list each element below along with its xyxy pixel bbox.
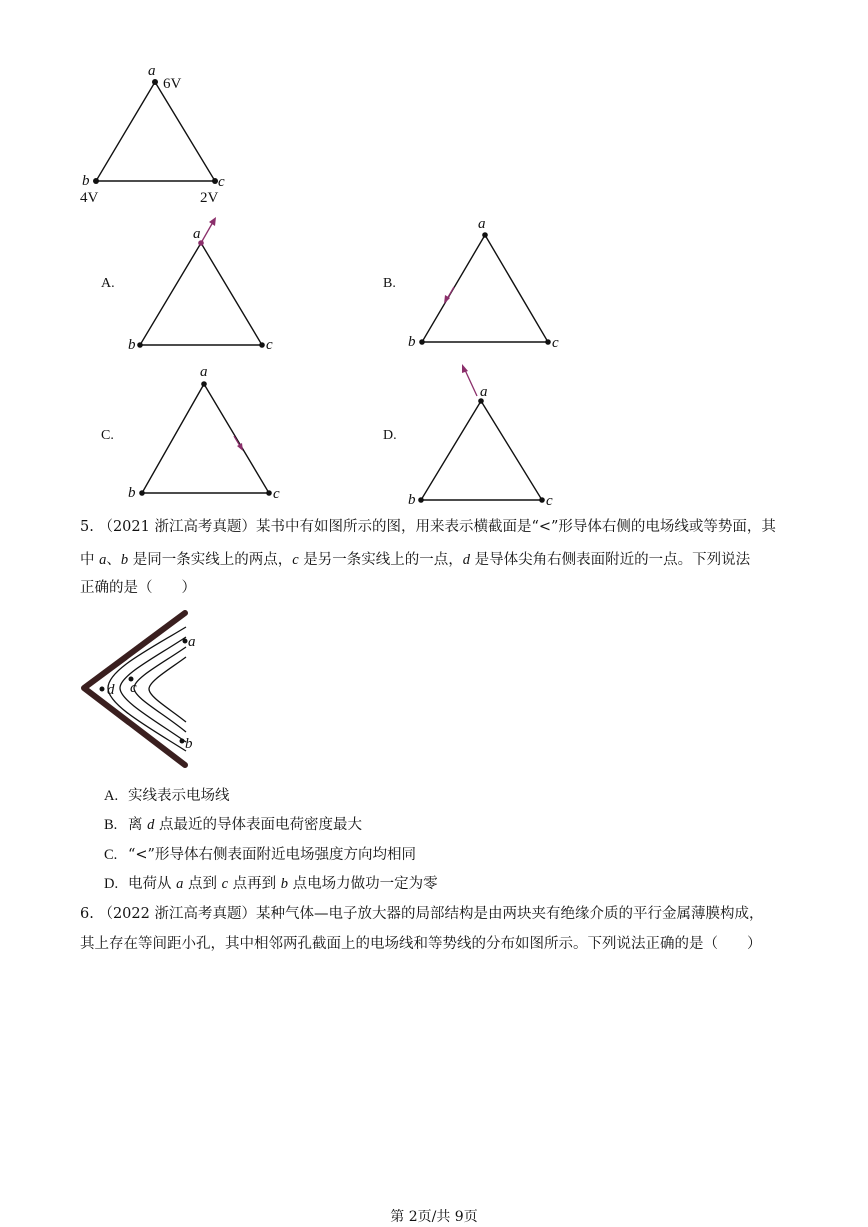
choice-var: b <box>280 876 288 892</box>
option-a-point-c: c <box>266 337 273 353</box>
q5-text: 中 <box>80 552 100 568</box>
q5-text: 是另一条实线上的一点， <box>298 552 463 568</box>
choice-text: 点到 <box>183 876 222 892</box>
conductor-field-figure <box>78 605 218 775</box>
option-d-point-a: a <box>480 384 488 400</box>
field-point-c-label: c <box>130 680 137 696</box>
option-d-point-b: b <box>408 492 416 508</box>
choice-label: A. <box>104 788 119 804</box>
q5-var-c: c <box>292 552 299 568</box>
option-b-label: B. <box>383 276 396 291</box>
choice-text: 点最近的导体表面电荷密度最大 <box>154 817 362 833</box>
option-b-point-b: b <box>408 334 416 350</box>
triangle-point-c-label: c <box>218 174 225 190</box>
option-a-point-b: b <box>128 337 136 353</box>
triangle-voltage-a: 6V <box>163 76 182 92</box>
option-b-figure <box>400 210 570 360</box>
choice-label: C. <box>104 847 118 863</box>
option-b-point-a: a <box>478 216 486 232</box>
choice-text: “<”形导体右侧表面附近电场强度方向均相同 <box>128 847 416 863</box>
field-point-d-label: d <box>107 682 115 698</box>
choice-var: c <box>221 876 229 892</box>
choice-text: 离 <box>128 817 148 833</box>
q5-choice-a <box>104 786 230 806</box>
q5-line-2 <box>80 550 750 570</box>
option-a-point-a: a <box>193 226 201 242</box>
option-c-point-b: b <box>128 485 136 501</box>
choice-var: a <box>176 876 184 892</box>
option-b-point-c: c <box>552 335 559 351</box>
q5-line-3: 正确的是（ ） <box>80 580 196 596</box>
q5-line-1: 5. （2021 浙江高考真题）某书中有如图所示的图，用来表示横截面是“<”形导体右侧的电场线或等势面，其 <box>80 519 776 535</box>
q5-choice-b <box>104 815 362 835</box>
q5-text: 是导体尖角右侧表面附近的一点。下列说法 <box>470 552 751 568</box>
choice-text: 实线表示电场线 <box>128 788 230 804</box>
option-c-label: C. <box>101 428 114 443</box>
choice-label: D. <box>104 876 119 892</box>
q6-line-2: 其上存在等间距小孔，其中相邻两孔截面上的电场线和等势线的分布如图所示。下列说法正确的是（ ） <box>80 936 762 952</box>
field-point-a-label: a <box>188 634 196 650</box>
option-d-point-c: c <box>546 493 553 509</box>
triangle-voltage-c: 2V <box>200 190 219 206</box>
potential-triangle-figure <box>70 60 250 210</box>
option-c-figure <box>120 360 290 510</box>
choice-var: d <box>147 817 155 833</box>
q5-text: 是同一条实线上的两点， <box>128 552 293 568</box>
triangle-point-a-label: a <box>148 63 156 79</box>
q6-line-1: 6. （2022 浙江高考真题）某种气体—电子放大器的局部结构是由两块夹有绝缘介质的平行金属薄膜构成， <box>80 906 764 922</box>
option-a-label: A. <box>101 276 115 291</box>
choice-text: 点再到 <box>228 876 281 892</box>
triangle-point-b-label: b <box>82 173 90 189</box>
choice-label: B. <box>104 817 118 833</box>
q5-var-b: b <box>120 552 129 568</box>
q5-var-d: d <box>462 552 471 568</box>
q5-text: 、 <box>106 552 121 568</box>
q5-choice-c <box>104 845 416 865</box>
option-c-point-c: c <box>273 486 280 502</box>
q5-var-a: a <box>99 552 107 568</box>
option-d-figure <box>400 360 570 510</box>
option-d-label: D. <box>383 428 397 443</box>
option-a-figure <box>120 210 290 360</box>
field-point-b-label: b <box>185 736 193 752</box>
option-c-point-a: a <box>200 364 208 380</box>
q5-choice-d <box>104 874 438 894</box>
page-number: 第 2页/共 9页 <box>390 1209 478 1225</box>
triangle-voltage-b: 4V <box>80 190 99 206</box>
choice-text: 点电场力做功一定为零 <box>287 876 438 892</box>
choice-text: 电荷从 <box>128 876 177 892</box>
